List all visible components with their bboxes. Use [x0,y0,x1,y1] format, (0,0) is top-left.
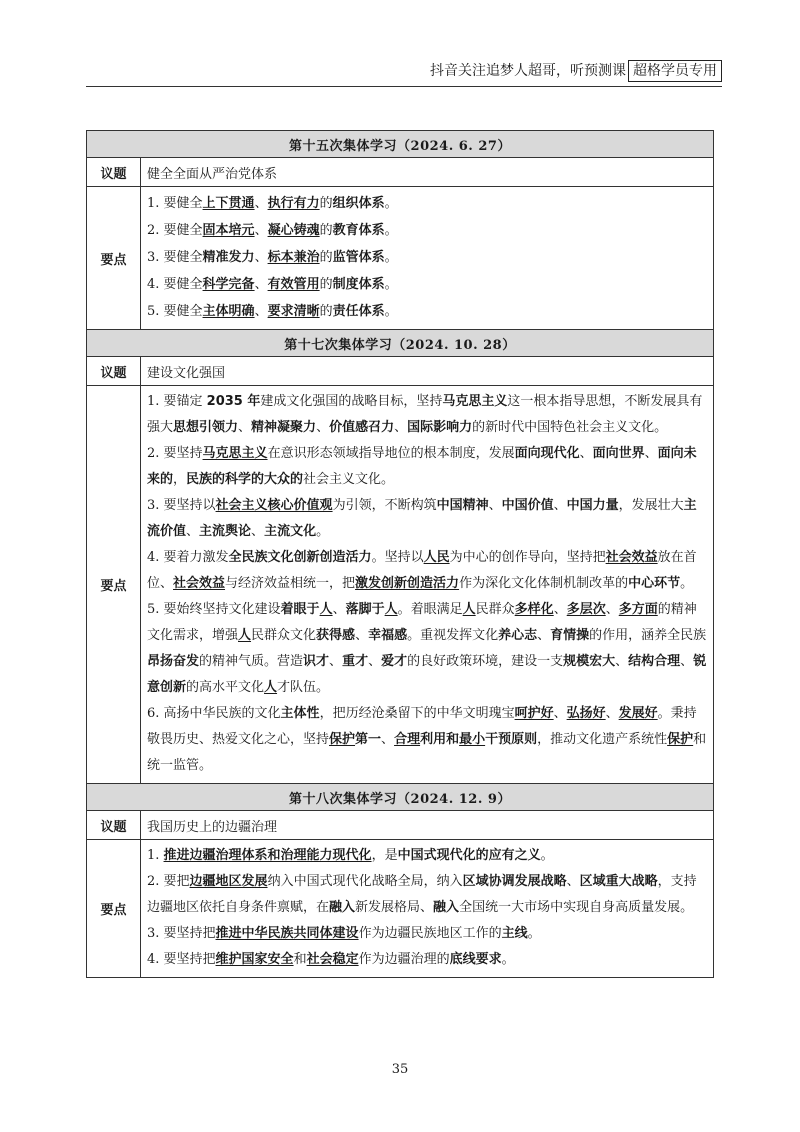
points-label: 要点 [87,840,141,978]
student-only-tag: 超格学员专用 [628,60,722,82]
point-item: 1. 要健全上下贯通、执行有力的组织体系。 [147,196,398,211]
point-item: 2. 要把边疆地区发展纳入中国式现代化战略全局，纳入区域协调发展战略、区域重大战略，支持边疆地区依托自身条件禀赋，在融入新发展格局、融入全国统一大市场中实现自身高质量发展。 [147,874,697,915]
point-item: 6. 高扬中华民族的文化主体性，把历经沧桑留下的中华文明瑰宝呵护好、弘扬好、发展好。秉持敬畏历史、热爱文化之心，坚持保护第一、合理利用和最小干预原则，推动文化遗产系统性保护和统一监管。 [147,706,707,773]
points-label: 要点 [87,187,141,330]
topic-row [87,357,714,386]
points-row [87,386,714,784]
point-item: 4. 要着力激发全民族文化创新创造活力。坚持以人民为中心的创作导向，坚持把社会效益放在首位、社会效益与经济效益相统一，把激发创新创造活力作为深化文化体制机制改革的中心环节。 [147,550,697,591]
topic-row [87,158,714,187]
topic-row [87,811,714,840]
topic-label: 议题 [87,357,141,386]
point-item: 2. 要坚持马克思主义在意识形态领域指导地位的根本制度，发展面向现代化、面向世界、面向未来的，民族的科学的大众的社会主义文化。 [147,446,697,487]
section-title-row [87,784,714,811]
points-row [87,840,714,978]
point-item: 4. 要坚持把维护国家安全和社会稳定作为边疆治理的底线要求。 [147,952,515,967]
section-title-row [87,131,714,158]
points-list [141,386,714,784]
point-item: 2. 要健全固本培元、凝心铸魂的教育体系。 [147,223,398,238]
header-note-text: 抖音关注追梦人超哥，听预测课 [430,63,626,79]
point-item: 1. 推进边疆治理体系和治理能力现代化，是中国式现代化的应有之义。 [147,848,554,863]
points-list [141,840,714,978]
point-item: 5. 要健全主体明确、要求清晰的责任体系。 [147,304,398,319]
section-title: 第十八次集体学习（2024. 12. 9） [87,784,714,811]
header-rule [86,86,722,87]
point-item: 3. 要健全精准发力、标本兼治的监管体系。 [147,250,398,265]
section-title: 第十五次集体学习（2024. 6. 27） [87,131,714,158]
topic-value: 我国历史上的边疆治理 [141,811,714,840]
point-item: 1. 要锚定 2035 年建成文化强国的战略目标，坚持马克思主义这一根本指导思想，不断发展具有强大思想引领力、精神凝聚力、价值感召力、国际影响力的新时代中国特色社会主义文化。 [147,394,703,435]
study-table [86,130,714,978]
page-number: 35 [391,1062,409,1077]
points-label: 要点 [87,386,141,784]
section-title-row [87,330,714,357]
point-item: 5. 要始终坚持文化建设着眼于人、落脚于人。着眼满足人民群众多样化、多层次、多方面的精神文化需求，增强人民群众文化获得感、幸福感。重视发挥文化养心志、育情操的作用，涵养全民族昂扬奋发的精神气质。营造识才、重才、爱才的良好政策环境，建设一支规模宏大、结构合理、锐意创新的高水平文化人才队伍。 [147,602,707,695]
points-row [87,187,714,330]
section-title: 第十七次集体学习（2024. 10. 28） [87,330,714,357]
points-list [141,187,714,330]
point-item: 4. 要健全科学完备、有效管用的制度体系。 [147,277,398,292]
point-item: 3. 要坚持把推进中华民族共同体建设作为边疆民族地区工作的主线。 [147,926,541,941]
header-note [430,60,722,82]
topic-value: 建设文化强国 [141,357,714,386]
topic-label: 议题 [87,811,141,840]
point-item: 3. 要坚持以社会主义核心价值观为引领，不断构筑中国精神、中国价值、中国力量，发展壮大主流价值、主流舆论、主流文化。 [147,498,697,539]
topic-label: 议题 [87,158,141,187]
topic-value: 健全全面从严治党体系 [141,158,714,187]
